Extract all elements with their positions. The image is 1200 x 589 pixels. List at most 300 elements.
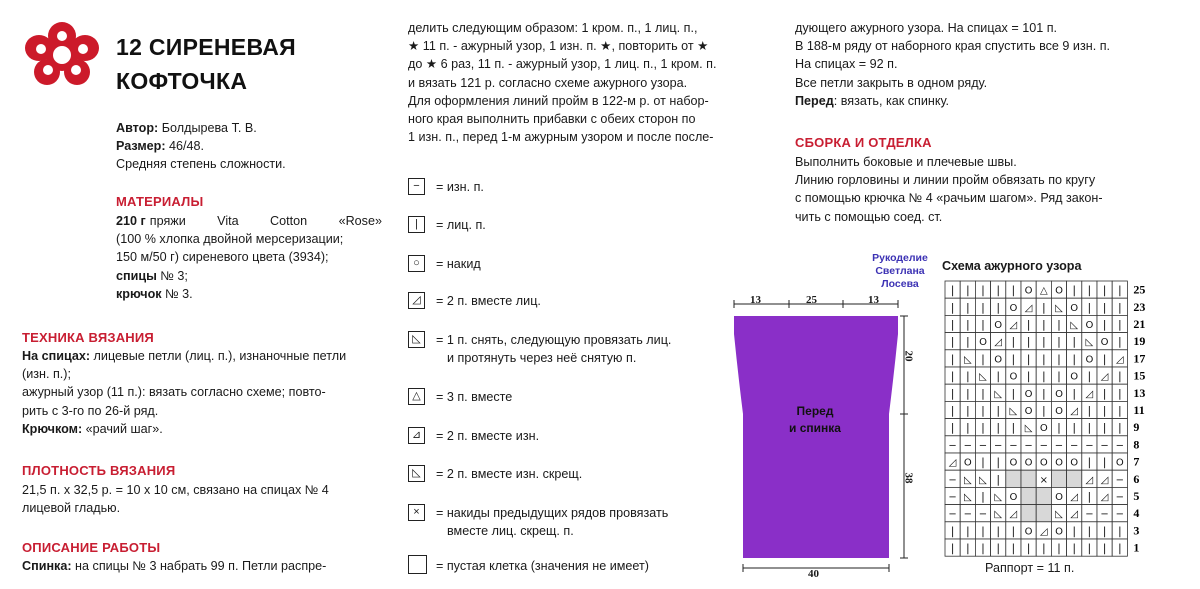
author-value: Болдырева Т. В. <box>158 121 257 135</box>
chart-cell <box>1036 505 1051 522</box>
chart-symbol: − <box>948 492 957 503</box>
chart-row-label: 17 <box>1133 351 1146 366</box>
chart-symbol: − <box>1039 440 1048 452</box>
k3tog-icon: △ <box>408 388 425 405</box>
pattern-diagram <box>726 292 926 584</box>
chart-grid <box>944 280 1158 560</box>
chart-symbol: | <box>950 421 955 435</box>
size-value: 46/48. <box>165 139 205 154</box>
middle-line: 1 изн. п., перед 1-м ажурным узором и после после- <box>408 130 714 145</box>
technique-line-1: лицевые петли (лиц. п.), изнаночные петли <box>90 349 347 363</box>
chart-symbol: ◺ <box>1070 320 1079 331</box>
right-text <box>795 19 1157 110</box>
chart-symbol: | <box>1026 541 1031 555</box>
chart-symbol: O <box>1024 388 1033 400</box>
chart-symbol: | <box>1041 541 1046 555</box>
chart-symbol: | <box>981 318 985 331</box>
chart-symbol: | <box>996 541 1001 555</box>
chart-symbol: O <box>1070 302 1079 314</box>
chart-symbol: | <box>965 318 970 331</box>
right-line: На спицах = 92 п. <box>795 57 898 72</box>
chart-symbol: | <box>981 541 985 555</box>
chart-symbol: | <box>1072 335 1077 349</box>
pattern-label-line-1: Перед <box>796 404 834 418</box>
chart-symbol: O <box>1085 320 1094 331</box>
chart-row-label: 15 <box>1133 368 1146 383</box>
middle-line: делить следующим образом: 1 кром. п., 1 лиц. п., <box>408 21 698 35</box>
chart-symbol: | <box>950 369 955 383</box>
chart-row-label: 4 <box>1133 506 1140 521</box>
chart-symbol: | <box>1011 386 1016 400</box>
pattern-label <box>760 403 870 437</box>
k2tog-icon: ◿ <box>408 292 425 309</box>
middle-line: ного края выполнить прибавки с обеих сторон по <box>408 112 696 127</box>
chart-symbol: ◿ <box>1070 509 1079 521</box>
chart-symbol: ◺ <box>1024 423 1033 435</box>
chart-symbol: O <box>1039 457 1048 469</box>
chart-row-label: 1 <box>1133 540 1140 555</box>
chart-symbol: | <box>950 541 955 555</box>
chart-symbol: | <box>1117 335 1122 349</box>
chart-symbol: | <box>996 300 1001 314</box>
chart-symbol: | <box>1011 524 1016 538</box>
chart-symbol: | <box>996 524 1001 538</box>
hook-label: крючок <box>116 286 162 301</box>
chart-symbol: | <box>1102 455 1107 469</box>
chart-symbol: | <box>950 404 955 417</box>
chart-symbol: O <box>994 320 1003 331</box>
chart-symbol: | <box>1057 369 1061 383</box>
difficulty: Средняя степень сложности. <box>116 157 286 172</box>
legend-text-line-1: = накиды предыдущих рядов провязать <box>436 506 669 520</box>
chart-symbol: | <box>1011 541 1016 555</box>
assembly-block <box>795 153 1147 226</box>
purl-icon: − <box>408 178 425 195</box>
chart-symbol: | <box>965 404 970 417</box>
watermark-line-1: Рукоделие <box>872 252 928 264</box>
technique-hook-label: Крючком: <box>22 421 83 436</box>
chart-symbol: | <box>996 472 1001 486</box>
chart-symbol: − <box>1115 474 1124 486</box>
legend-text <box>436 504 668 540</box>
chart-row-label: 9 <box>1133 420 1140 435</box>
chart-symbol: O <box>1024 457 1033 469</box>
assembly-heading: СБОРКА И ОТДЕЛКА <box>795 135 932 150</box>
chart-symbol: | <box>1102 300 1107 314</box>
chart-symbol: − <box>948 474 957 486</box>
chart-symbol: ◺ <box>1085 337 1094 349</box>
chart-symbol: O <box>1009 457 1018 469</box>
chart-row-label: 25 <box>1133 282 1146 297</box>
technique-line-3: ажурный узор (11 п.): вязать согласно схеме; повто- <box>22 385 326 400</box>
chart-symbol: | <box>965 335 970 349</box>
chart-symbol: − <box>1115 440 1124 452</box>
chart-symbol: | <box>1102 404 1107 417</box>
chart-symbol: | <box>1041 352 1046 366</box>
chart-symbol: | <box>1026 369 1031 383</box>
middle-text <box>408 19 766 146</box>
chart-symbol: ◿ <box>1070 492 1079 503</box>
chart-symbol: O <box>1009 492 1018 503</box>
p2tog-crossed-icon: ◺ <box>408 465 425 482</box>
chart-symbol: | <box>965 283 970 297</box>
chart-symbol: | <box>1057 318 1061 331</box>
chart-symbol: − <box>963 509 972 521</box>
chart-symbol: △ <box>1039 285 1048 297</box>
chart-cell <box>1021 470 1036 487</box>
chart-row-label: 7 <box>1133 454 1140 469</box>
chart-symbol: ◿ <box>948 457 957 469</box>
legend-text: = пустая клетка (значения не имеет) <box>436 559 649 573</box>
chart-symbol: | <box>1087 369 1092 383</box>
legend-text: = накид <box>436 257 481 271</box>
front-text: : вязать, как спинку. <box>833 93 950 108</box>
hook-value: № 3. <box>161 286 193 301</box>
chart-row-label: 23 <box>1133 299 1146 314</box>
chart-symbol: | <box>1102 318 1107 331</box>
chart-symbol: | <box>981 404 985 417</box>
needles-label: спицы <box>116 268 157 283</box>
chart-symbol: | <box>1072 524 1077 538</box>
chart-symbol: O <box>1055 526 1063 538</box>
ssk-icon: ◺ <box>408 331 425 348</box>
chart-symbol: ◺ <box>1055 302 1063 314</box>
chart-symbol: O <box>963 457 972 469</box>
chart-symbol: | <box>1117 318 1122 331</box>
chart-symbol: | <box>1072 283 1077 297</box>
chart-symbol: O <box>1024 526 1033 538</box>
chart-cell <box>1036 487 1051 504</box>
middle-line: и вязать 121 р. согласно схеме ажурного узора. <box>408 75 688 90</box>
chart-symbol: | <box>1102 352 1107 366</box>
chart-symbol: | <box>1117 369 1122 383</box>
description-block <box>22 557 384 575</box>
chart-symbol: − <box>1024 440 1033 452</box>
chart-symbol: − <box>963 440 972 452</box>
chart-symbol: | <box>1087 490 1092 503</box>
chart-symbol: | <box>1072 386 1077 400</box>
chart-cell <box>1067 470 1082 487</box>
chart-symbol: O <box>1009 371 1018 383</box>
chart-symbol: ◿ <box>1100 371 1109 383</box>
chart-symbol: | <box>1057 541 1061 555</box>
front-label: Перед <box>795 93 834 108</box>
chart-symbol: ◿ <box>1009 509 1018 521</box>
chart-symbol: | <box>950 318 955 331</box>
chart-symbol: − <box>978 440 988 452</box>
chart-row-label: 8 <box>1133 437 1140 452</box>
chart-symbol: | <box>1117 283 1122 297</box>
chart-symbol: O <box>1024 406 1033 417</box>
middle-line: Для оформления линий пройм в 122-м р. от набор- <box>408 93 709 108</box>
chart-cell <box>1006 470 1021 487</box>
chart-symbol: ◺ <box>979 371 987 383</box>
chart-symbol: ◺ <box>1009 406 1018 417</box>
dim-side-top: 20 <box>902 350 915 362</box>
flower-logo-icon <box>22 20 102 88</box>
chart-symbol: | <box>1041 300 1046 314</box>
technique-needles-label: На спицах: <box>22 349 91 363</box>
chart-symbol: | <box>1041 386 1046 400</box>
chart-symbol: ◿ <box>1024 302 1033 314</box>
chart-symbol: | <box>1087 300 1092 314</box>
chart-cell <box>1051 470 1066 487</box>
chart-symbol: O <box>1055 388 1063 400</box>
chart-symbol: | <box>1102 421 1107 435</box>
chart-symbol: | <box>1057 352 1061 366</box>
chart-row-label: 19 <box>1133 334 1146 349</box>
chart-symbol: − <box>1115 492 1124 503</box>
dim-top-left: 13 <box>750 294 761 306</box>
chart-symbol: | <box>1011 352 1016 366</box>
chart-cell <box>1021 487 1036 504</box>
yarn-weight: 210 г <box>116 214 146 228</box>
chart-symbol: | <box>965 386 970 400</box>
chart-symbol: | <box>1102 386 1107 400</box>
chart-symbol: | <box>1026 335 1031 349</box>
chart-symbol: O <box>994 354 1003 366</box>
gauge-block <box>22 481 384 517</box>
legend-text-line-1: = 1 п. снять, следующую провязать лиц. <box>436 333 672 347</box>
chart-symbol: | <box>1117 404 1122 417</box>
right-line: В 188-м ряду от наборного края спустить все 9 изн. п. <box>795 39 1111 54</box>
technique-block <box>22 347 384 438</box>
chart-symbol: | <box>1026 318 1031 331</box>
chart-symbol: | <box>950 300 955 314</box>
chart-symbol: O <box>1055 406 1063 417</box>
page-title <box>116 30 296 98</box>
chart-symbol: | <box>1057 421 1061 435</box>
yarn-line-2: (100 % хлопка двойной мерсеризации; <box>116 232 344 247</box>
legend-text: = лиц. п. <box>436 218 486 232</box>
chart-symbol: O <box>1055 492 1063 503</box>
chart-symbol: | <box>950 352 955 366</box>
watermark-line-3: Лосева <box>881 278 919 290</box>
technique-line-4: рить с 3-го по 26-й ряд. <box>22 403 159 418</box>
chart-symbol: | <box>1011 283 1016 297</box>
chart-symbol: ◺ <box>963 492 972 503</box>
chart-symbol: | <box>981 300 985 314</box>
chart-symbol: | <box>1102 524 1107 538</box>
chart-symbol: ◺ <box>963 474 972 486</box>
chart-symbol: | <box>981 386 985 400</box>
chart-symbol: − <box>1070 440 1079 452</box>
chart-symbol: ◿ <box>1085 474 1094 486</box>
p2tog-icon: ⊿ <box>408 427 425 444</box>
legend-text: = изн. п. <box>436 180 484 194</box>
rapport-label: Раппорт = 11 п. <box>985 561 1075 575</box>
size-label: Размер: <box>116 139 166 154</box>
yarn-over-icon: ○ <box>408 255 425 272</box>
chart-symbol: ◿ <box>1039 526 1048 538</box>
chart-symbol: ◺ <box>994 388 1003 400</box>
chart-symbol: | <box>996 421 1001 435</box>
chart-symbol: ◺ <box>979 474 987 486</box>
back-label: Спинка: <box>22 559 72 573</box>
legend-text: = 2 п. вместе лиц. <box>436 294 541 308</box>
legend-text: = 3 п. вместе <box>436 390 513 404</box>
chart-row-label: 6 <box>1133 471 1140 486</box>
legend-text-line-2: и протянуть через неё снятую п. <box>447 351 637 365</box>
chart-symbol: − <box>1085 509 1094 521</box>
pattern-label-line-2: и спинка <box>789 421 841 435</box>
chart-symbol: | <box>1087 524 1092 538</box>
chart-symbol: ◿ <box>1085 388 1094 400</box>
chart-symbol: ◿ <box>1100 474 1109 486</box>
chart-row-label: 3 <box>1133 523 1140 538</box>
dim-top-mid: 25 <box>806 294 817 306</box>
chart-symbol: | <box>981 283 985 297</box>
chart-symbol: O <box>1024 285 1033 297</box>
chart-symbol: | <box>1087 421 1092 435</box>
chart-symbol: | <box>950 335 955 349</box>
chart-symbol: | <box>950 524 955 538</box>
chart-symbol: − <box>1085 440 1094 452</box>
yarn-line-1: пряжи Vita Cotton «Rose» <box>149 214 382 228</box>
chart-symbol: | <box>1117 524 1122 538</box>
chart-symbol: O <box>1070 457 1079 469</box>
chart-symbol: | <box>1087 541 1092 555</box>
right-line: Все петли закрыть в одном ряду. <box>795 75 988 90</box>
title-line-1: 12 СИРЕНЕВАЯ <box>116 34 296 60</box>
watermark <box>860 252 940 291</box>
dim-top-right: 13 <box>868 294 879 306</box>
chart-symbol: | <box>965 541 970 555</box>
chart-symbol: ◿ <box>1100 492 1109 503</box>
chart-symbol: | <box>965 369 970 383</box>
chart-symbol: | <box>1087 283 1092 297</box>
chart-symbol: | <box>1011 335 1016 349</box>
chart-symbol: | <box>1072 352 1077 366</box>
chart-symbol: O <box>1055 285 1063 297</box>
middle-line: ★ 11 п. - ажурный узор, 1 изн. п. ★, повторить от ★ <box>408 39 709 54</box>
chart-symbol: | <box>1072 421 1077 435</box>
chart-symbol: | <box>1087 455 1092 469</box>
chart-symbol: | <box>1117 386 1122 400</box>
dim-bottom: 40 <box>808 568 819 580</box>
chart-symbol: | <box>1072 541 1077 555</box>
chart-symbol: | <box>981 524 985 538</box>
chart-symbol: | <box>965 524 970 538</box>
author-label: Автор: <box>116 121 159 135</box>
author-block <box>116 119 384 174</box>
chart-symbol: − <box>994 440 1003 452</box>
needles-value: № 3; <box>156 268 188 283</box>
chart-symbol: ◺ <box>994 509 1003 521</box>
description-line-1: на спицы № 3 набрать 99 п. Петли распре- <box>71 559 327 573</box>
chart-symbol: | <box>1117 541 1122 555</box>
chart-symbol: ◺ <box>1055 509 1063 521</box>
chart-symbol: O <box>1009 302 1018 314</box>
chart-symbol: ◺ <box>963 354 972 366</box>
chart-symbol: O <box>1085 354 1094 366</box>
chart-symbol: − <box>1115 509 1124 521</box>
chart-symbol: O <box>1039 423 1048 435</box>
pattern-piece-shape <box>734 316 898 558</box>
chart-symbol: | <box>965 300 970 314</box>
chart-symbol: | <box>996 455 1001 469</box>
chart-symbol: | <box>996 283 1001 297</box>
chart-row-label: 11 <box>1133 403 1145 417</box>
chart-symbol: | <box>950 386 955 400</box>
title-line-2: КОФТОЧКА <box>116 68 248 94</box>
watermark-line-2: Светлана <box>875 265 925 277</box>
assembly-line: с помощью крючка № 4 «рачьим шагом». Ряд закон- <box>795 191 1103 206</box>
chart-row-label: 5 <box>1133 489 1140 503</box>
technique-line-5: «рачий шаг». <box>82 421 163 436</box>
chart-symbol: | <box>1087 404 1092 417</box>
technique-heading: ТЕХНИКА ВЯЗАНИЯ <box>22 330 154 345</box>
chart-row-label: 13 <box>1133 385 1146 400</box>
yarn-line-3: 150 м/50 г) сиреневого цвета (3934); <box>116 250 329 265</box>
chart-symbol: O <box>1100 337 1109 349</box>
chart-symbol: | <box>1117 421 1122 435</box>
chart-symbol: − <box>948 440 957 452</box>
chart-symbol: | <box>950 283 955 297</box>
description-heading: ОПИСАНИЕ РАБОТЫ <box>22 540 161 555</box>
chart-symbol: | <box>1117 300 1122 314</box>
legend-text: = 2 п. вместе изн. скрещ. <box>436 467 583 481</box>
right-line: дующего ажурного узора. На спицах = 101 п. <box>795 21 1058 35</box>
chart-symbol: O <box>1115 457 1124 469</box>
chart-symbol: ◿ <box>1115 354 1124 366</box>
dim-side-bottom: 38 <box>902 472 915 484</box>
chart-symbol: | <box>996 404 1001 417</box>
chart-symbol: − <box>1009 440 1018 452</box>
chart-symbol: O <box>1055 457 1063 469</box>
chart-symbol: − <box>948 509 957 521</box>
gauge-heading: ПЛОТНОСТЬ ВЯЗАНИЯ <box>22 463 176 478</box>
chart-symbol: × <box>1039 474 1048 486</box>
chart-symbol: | <box>965 421 970 435</box>
chart-symbol: | <box>981 352 985 366</box>
gauge-line-2: лицевой гладью. <box>22 501 121 516</box>
chart-symbol: | <box>981 455 985 469</box>
chart-symbol: | <box>981 490 985 503</box>
chart-symbol: | <box>1041 369 1046 383</box>
chart-symbol: − <box>978 509 988 521</box>
legend-text: = 2 п. вместе изн. <box>436 429 540 443</box>
chart-title: Схема ажурного узора <box>942 259 1082 273</box>
chart-symbol: | <box>1041 404 1046 417</box>
middle-line: до ★ 6 раз, 11 п. - ажурный узор, 1 лиц. п., 1 кром. п. <box>408 57 717 72</box>
legend-text <box>436 331 671 367</box>
chart-symbol: | <box>1102 283 1107 297</box>
chart-symbol: − <box>1054 440 1064 452</box>
chart-symbol: | <box>1102 541 1107 555</box>
knit-icon: | <box>408 216 425 233</box>
chart-symbol: − <box>1100 509 1109 521</box>
chart-symbol: | <box>1026 352 1031 366</box>
chart-symbol: ◺ <box>994 492 1003 503</box>
chart-symbol: | <box>996 369 1001 383</box>
empty-cell-icon <box>408 555 427 574</box>
chart-symbol: − <box>1100 440 1109 452</box>
materials-heading: МАТЕРИАЛЫ <box>116 194 204 209</box>
chart-symbol: O <box>979 337 987 349</box>
assembly-line: чить с помощью соед. ст. <box>795 209 943 224</box>
chart-symbol: ◿ <box>994 337 1003 349</box>
dropped-yo-icon: × <box>408 504 425 521</box>
assembly-line: Выполнить боковые и плечевые швы. <box>795 155 1017 169</box>
technique-line-2: (изн. п.); <box>22 367 71 382</box>
chart-symbol: ◿ <box>1070 406 1079 417</box>
assembly-line: Линию горловины и линии пройм обвязать по кругу <box>795 173 1096 188</box>
chart-symbol: | <box>1057 335 1061 349</box>
chart-symbol: | <box>1041 318 1046 331</box>
chart-symbol: O <box>1070 371 1079 383</box>
chart-row-label: 21 <box>1133 317 1146 331</box>
